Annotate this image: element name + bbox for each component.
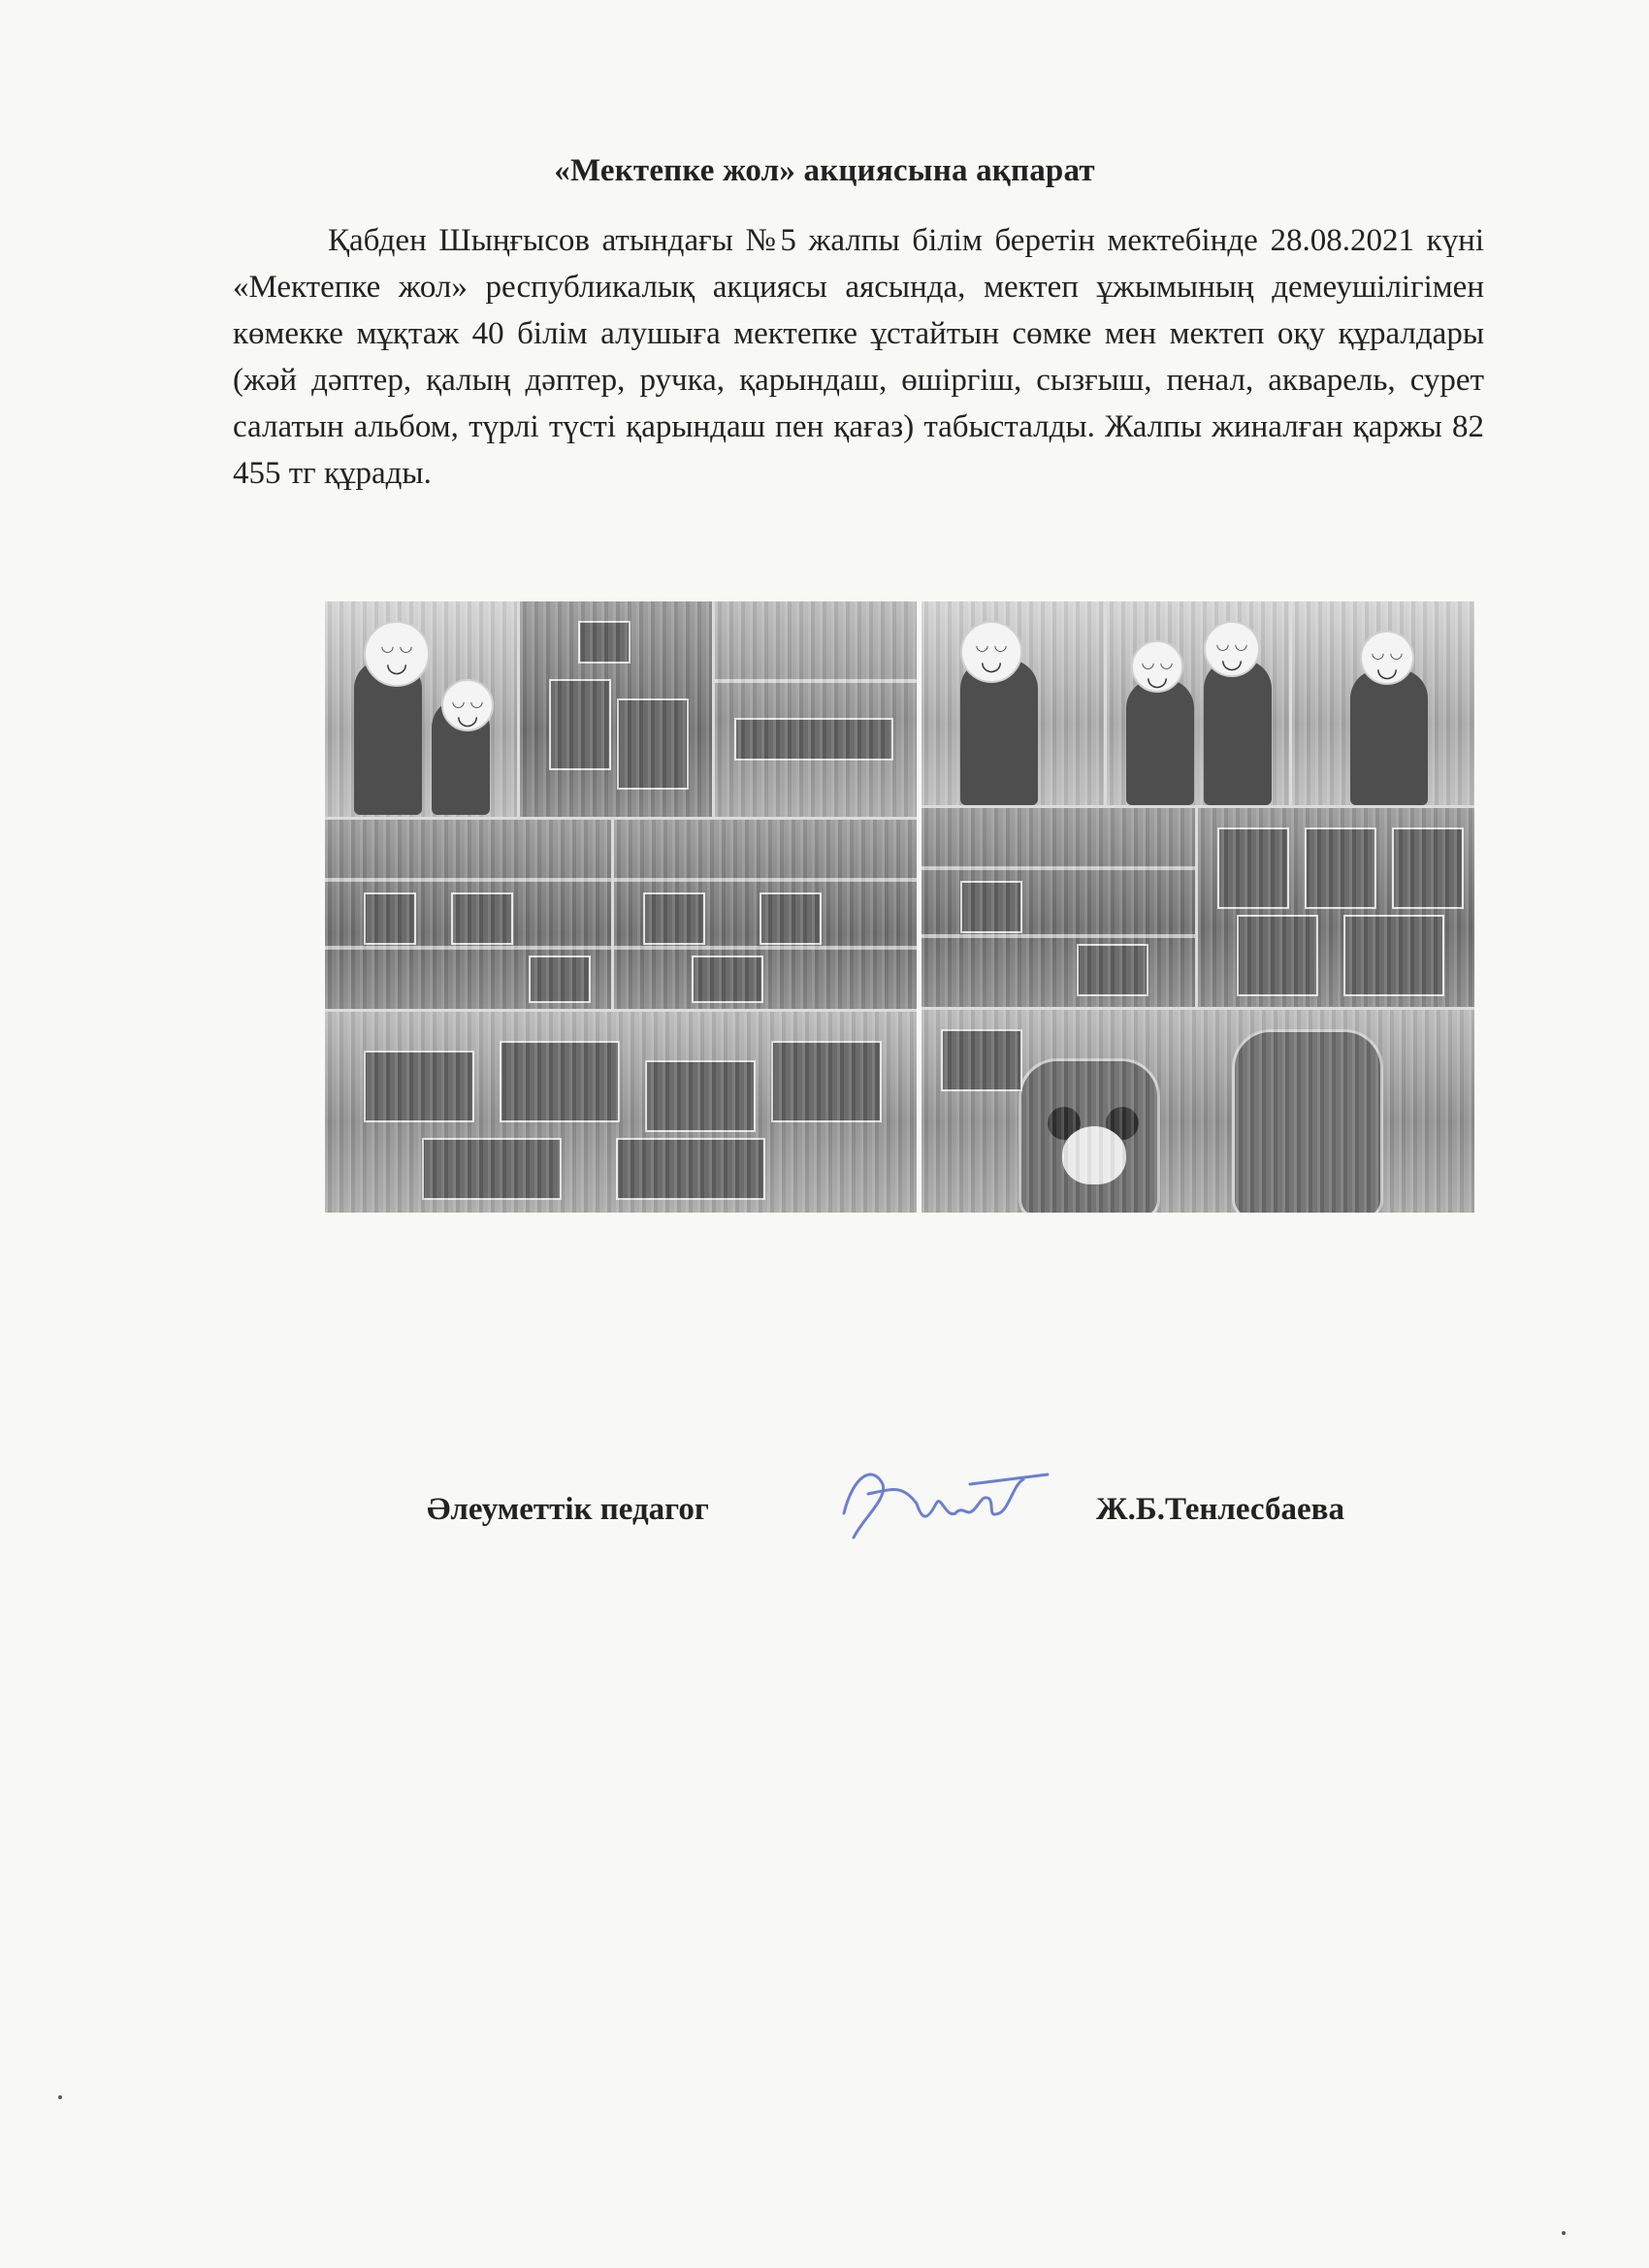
- document-paragraph: Қабден Шыңғысов атындағы №5 жалпы білім беретін мектебінде 28.08.2021 күні «Мектепке жол» республикалық акциясы аясында, мектеп ұжымының демеушілігімен көмекке мұқтаж 40 білім алушыға мектепке ұстайтын сөмке мен мектеп оқу құралдары (жәй дәптер, қалың дәптер, ручка, қарындаш, өшіргіш, сызғыш, пенал, акварель, сурет салатын альбом, түрлі түсті қарындаш пен қағаз) табысталды. Жалпы жиналған қаржы 82 455 тг құрады.: [233, 223, 1484, 491]
- photo-table-3: [922, 808, 1195, 1007]
- smiley-icon: [960, 621, 1022, 683]
- signature-role: Әлеуметтік педагог: [427, 1492, 709, 1527]
- photo-supplies-1: [520, 601, 712, 817]
- photo-supplies-row: [325, 1012, 917, 1213]
- smiley-icon: [441, 679, 494, 731]
- smiley-icon: [1131, 640, 1183, 693]
- scan-speck: [58, 2095, 62, 2099]
- photo-backpacks: [922, 1010, 1474, 1213]
- photo-collage-left: [325, 601, 917, 1213]
- photo-children-1: [325, 601, 517, 817]
- photo-collage-right: [922, 601, 1474, 1213]
- signature-name: Ж.Б.Тенлесбаева: [1096, 1492, 1344, 1527]
- signature-row: [0, 1484, 1649, 1562]
- smiley-icon: [1360, 631, 1414, 685]
- photo-children-4: [1292, 601, 1474, 805]
- photo-children-3: [1107, 601, 1289, 805]
- photo-supplies-2: [1198, 808, 1474, 1007]
- smiley-icon: [1204, 621, 1260, 677]
- handwritten-signature: [824, 1445, 1057, 1562]
- scan-speck: [1562, 2231, 1566, 2235]
- photo-children-2: [922, 601, 1104, 805]
- photo-table-2: [614, 820, 917, 1009]
- photo-table-1: [325, 820, 611, 1009]
- smiley-icon: [364, 621, 430, 687]
- document-title: «Мектепке жол» акциясына ақпарат: [554, 153, 1095, 188]
- photo-classroom: [715, 601, 917, 817]
